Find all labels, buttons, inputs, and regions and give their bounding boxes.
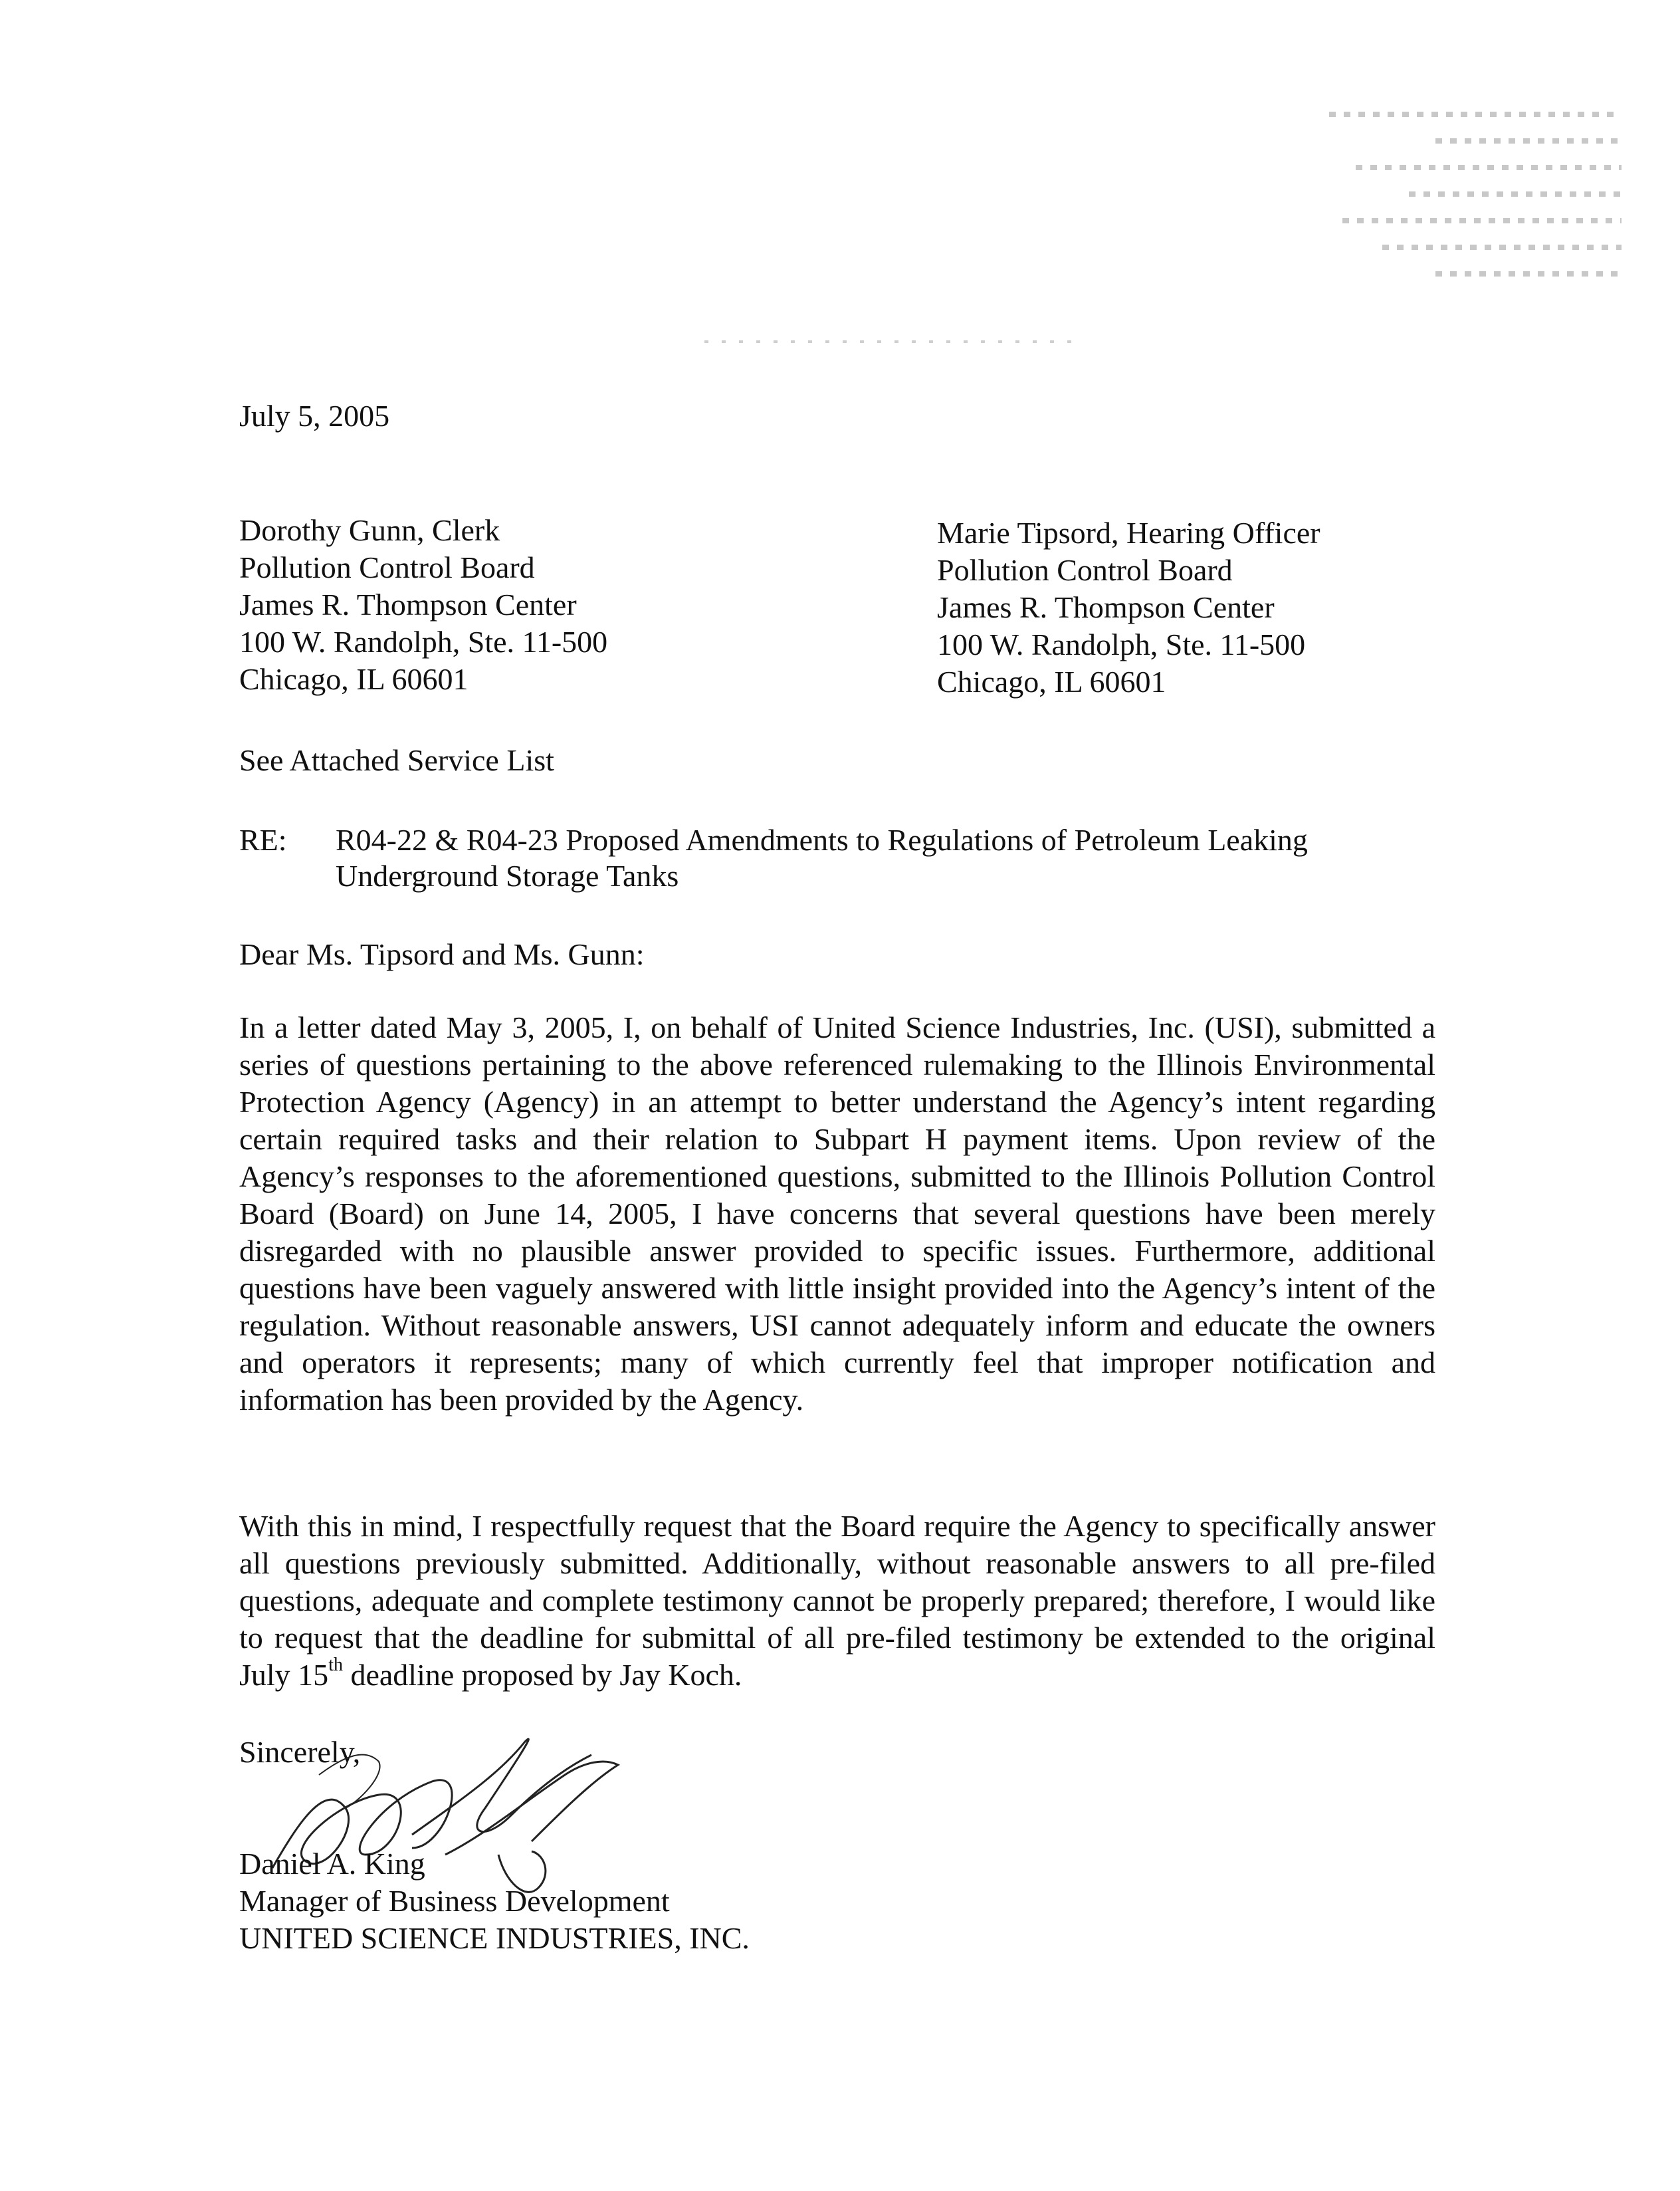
faint-scan-mark bbox=[704, 340, 1077, 343]
re-subject-line: Underground Storage Tanks bbox=[336, 859, 679, 893]
re-subject-line: R04-22 & R04-23 Proposed Amendments to Regulations of Petroleum Leaking bbox=[336, 823, 1308, 857]
address-line: Pollution Control Board bbox=[937, 553, 1233, 587]
address-line: Chicago, IL 60601 bbox=[937, 665, 1166, 699]
ordinal-suffix: th bbox=[328, 1654, 343, 1675]
address-line: Dorothy Gunn, Clerk bbox=[239, 513, 500, 547]
re-label: RE: bbox=[239, 823, 287, 857]
received-stamp-mark bbox=[1303, 112, 1622, 311]
signer-company: UNITED SCIENCE INDUSTRIES, INC. bbox=[239, 1921, 750, 1955]
service-list-note: See Attached Service List bbox=[239, 743, 554, 777]
address-line: Chicago, IL 60601 bbox=[239, 662, 469, 696]
paragraph-text: With this in mind, I respectfully request that the Board require the Agency to specifically answer all questions previously submitted. Additionally, without reasonable answers to all pre-filed questions, adequate and complete testimony cannot be properly prepared; therefore, I would like to request that the deadline for submittal of all pre-filed testimony be extended to the original July 15 bbox=[239, 1509, 1435, 1692]
address-line: James R. Thompson Center bbox=[239, 588, 577, 622]
body-paragraph-1: In a letter dated May 3, 2005, I, on behalf of United Science Industries, Inc. (USI), submitted a series of questions pertaining to the above referenced rulemaking to the Illinois Environmental Protection Agency (Agency) in an attempt to better understand the Agency’s intent regarding certain required tasks and their relation to Subpart H payment items. Upon review of the Agency’s responses to the aforementioned questions, submitted to the Illinois Pollution Control Board (Board) on June 14, 2005, I have concerns that several questions have been merely disregarded with no plausible answer provided to specific issues. Furthermore, additional questions have been vaguely answered with little insight provided into the Agency’s intent of the regulation. Without reasonable answers, USI cannot adequately inform and educate the owners and operators it represents; many of which currently feel that improper notification and information has been provided by the Agency. bbox=[239, 1010, 1435, 1417]
address-line: James R. Thompson Center bbox=[937, 590, 1275, 624]
address-line: 100 W. Randolph, Ste. 11-500 bbox=[937, 628, 1306, 661]
signer-title: Manager of Business Development bbox=[239, 1884, 670, 1918]
closing: Sincerely, bbox=[239, 1735, 361, 1769]
address-line: 100 W. Randolph, Ste. 11-500 bbox=[239, 625, 608, 659]
signer-name: Daniel A. King bbox=[239, 1847, 425, 1881]
paragraph-text: deadline proposed by Jay Koch. bbox=[342, 1658, 742, 1692]
address-line: Pollution Control Board bbox=[239, 550, 535, 584]
body-paragraph-2 bbox=[239, 1508, 1435, 1694]
address-line: Marie Tipsord, Hearing Officer bbox=[937, 516, 1320, 550]
salutation: Dear Ms. Tipsord and Ms. Gunn: bbox=[239, 937, 645, 971]
letter-date: July 5, 2005 bbox=[239, 399, 390, 433]
